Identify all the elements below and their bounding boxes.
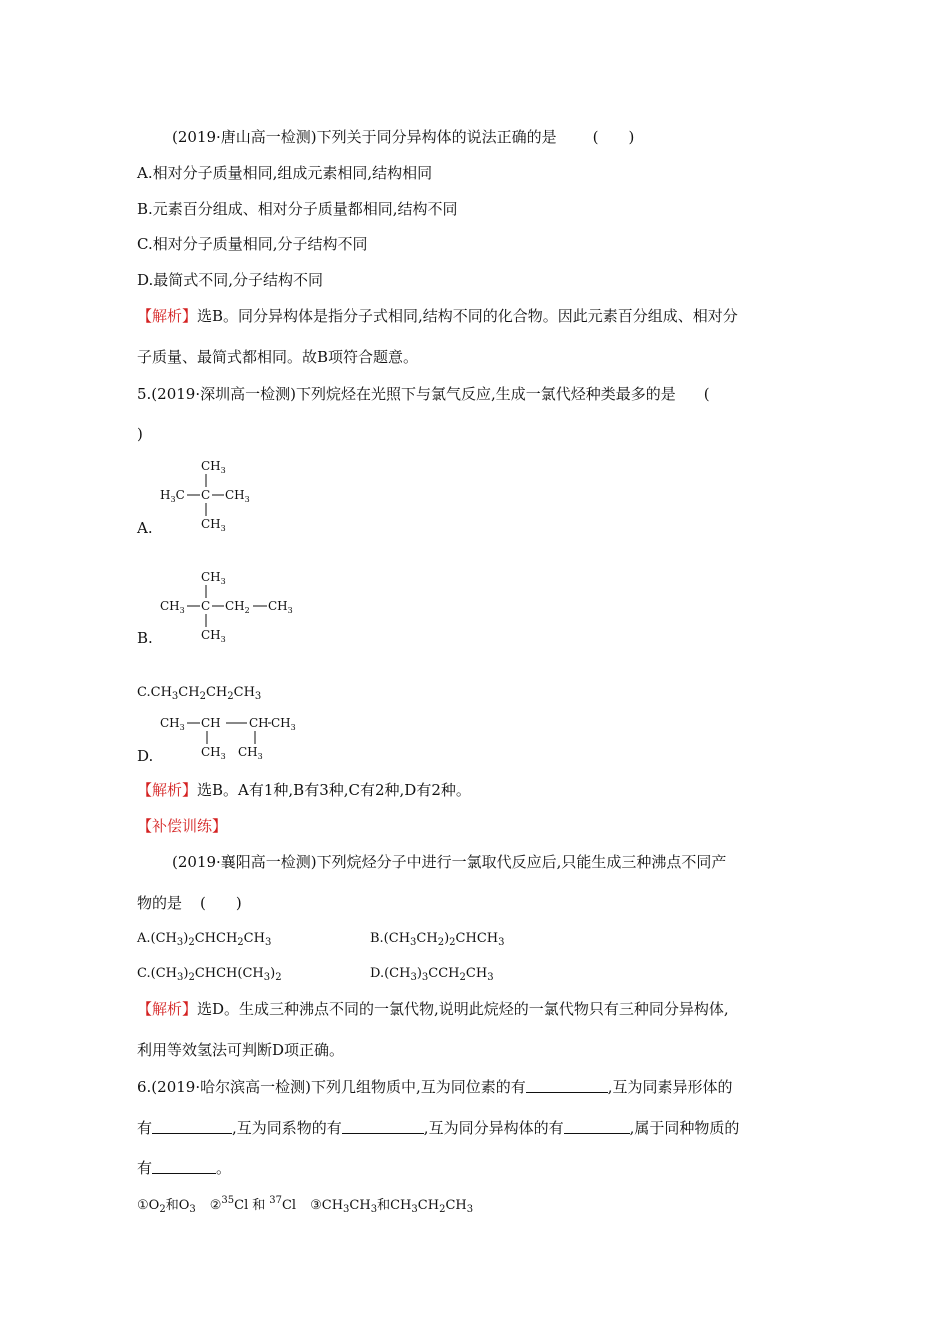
supplement-bracket: ( ) bbox=[200, 894, 242, 912]
q5-analysis bbox=[137, 780, 471, 800]
supplement-stem-line2: 物的是 ( ) bbox=[137, 894, 242, 912]
q5-option-c: $C.CH_3CH_2CH_2CH_3$ bbox=[137, 685, 262, 702]
svg-text:CH3: $CH_3$ bbox=[201, 517, 226, 533]
q6-stem-line2: 有 ,互为同系物的有 ,互为同分异构体的有 ,属于同种物质的 bbox=[137, 1119, 740, 1137]
q5-bracket-open: ( bbox=[703, 385, 710, 403]
answer-blank-isomer[interactable] bbox=[564, 1119, 630, 1134]
svg-text:CH: CH bbox=[249, 716, 269, 730]
svg-text:CH3: $CH_3$ bbox=[160, 599, 185, 615]
svg-text:CH3: $CH_3$ bbox=[225, 488, 250, 504]
q5-option-b-label: B. bbox=[137, 629, 153, 647]
q6-stem-line1: 6.(2019·哈尔滨高一检测)下列几组物质中,互为同位素的有 ,互为同素异形体的 bbox=[137, 1078, 733, 1096]
svg-text:CH: CH bbox=[201, 716, 221, 730]
q4-analysis-line1 bbox=[137, 306, 738, 326]
analysis-tag: 【解析】 bbox=[137, 1000, 198, 1018]
answer-blank-isotope[interactable] bbox=[526, 1078, 608, 1093]
q5-option-d-label: D. bbox=[137, 747, 154, 765]
q4-option-b: B.元素百分组成、相对分子质量都相同,结构不同 bbox=[137, 200, 458, 218]
q4-stem-text: (2019·唐山高一检测)下列关于同分异构体的说法正确的是 bbox=[172, 128, 557, 146]
supplement-analysis-line2: 利用等效氢法可判断D项正确。 bbox=[137, 1041, 345, 1059]
svg-text:CH3: $CH_3$ bbox=[238, 745, 263, 761]
svg-text:CH2: $CH_2$ bbox=[225, 599, 250, 615]
analysis-text: 选D。生成三种沸点不同的一氯代物,说明此烷烃的一氯代物只有三种同分异构体, bbox=[197, 1000, 729, 1018]
q6-items: $①O_2$和$O_3$ ②$^{35}$Cl 和 $^{37}$Cl $③CH_3CH_3$和$CH_3CH_2CH_3$ bbox=[137, 1195, 474, 1215]
svg-text:CH3: $CH_3$ bbox=[201, 570, 226, 586]
analysis-text: 选B。同分异构体是指分子式相同,结构不同的化合物。因此元素百分组成、相对分 bbox=[197, 307, 738, 325]
svg-text:CH3: $CH_3$ bbox=[160, 716, 185, 732]
svg-text:CH3: $CH_3$ bbox=[271, 716, 296, 732]
svg-text:CH3: $CH_3$ bbox=[201, 459, 226, 475]
q6-stem-line3: 有 。 bbox=[137, 1159, 232, 1177]
q5-stem bbox=[137, 384, 710, 404]
svg-text:C: C bbox=[201, 599, 211, 613]
q4-option-d: D.最简式不同,分子结构不同 bbox=[137, 271, 324, 289]
svg-text:CH3: $CH_3$ bbox=[201, 628, 226, 644]
analysis-text: 选B。A有1种,B有3种,C有2种,D有2种。 bbox=[197, 781, 471, 799]
svg-text:H3C: $H_3C$ bbox=[160, 488, 185, 504]
analysis-tag: 【解析】 bbox=[137, 307, 198, 325]
supplement-option-a: $A.(CH_3)_2CHCH_2CH_3$ bbox=[137, 931, 272, 948]
q4-answer-bracket: ( ) bbox=[592, 128, 635, 146]
q4-option-a: A.相对分子质量相同,组成元素相同,结构相同 bbox=[137, 164, 433, 182]
answer-blank-same-substance[interactable] bbox=[152, 1159, 216, 1174]
q5-structure-d bbox=[155, 708, 315, 764]
q5-structure-a bbox=[155, 455, 265, 535]
answer-blank-allotrope[interactable] bbox=[152, 1119, 232, 1134]
q4-stem bbox=[172, 127, 634, 147]
supplement-option-c: $C.(CH_3)_2CHCH(CH_3)_2$ bbox=[137, 966, 282, 983]
q4-option-c: C.相对分子质量相同,分子结构不同 bbox=[137, 235, 368, 253]
q5-bracket-close: ) bbox=[137, 425, 143, 443]
q5-structure-b bbox=[155, 566, 305, 646]
supplement-analysis-line1 bbox=[137, 999, 729, 1019]
supplement-stem-line1: (2019·襄阳高一检测)下列烷烃分子中进行一氯取代反应后,只能生成三种沸点不同产 bbox=[172, 853, 727, 871]
q5-stem-text: 5.(2019·深圳高一检测)下列烷烃在光照下与氯气反应,生成一氯代烃种类最多的是 bbox=[137, 385, 676, 403]
analysis-tag: 【解析】 bbox=[137, 781, 198, 799]
svg-text:C: C bbox=[201, 488, 211, 502]
supplement-option-d: $D.(CH_3)_3CCH_2CH_3$ bbox=[370, 966, 494, 983]
q4-analysis-line2: 子质量、最简式都相同。故B项符合题意。 bbox=[137, 348, 419, 366]
svg-text:CH3: $CH_3$ bbox=[201, 745, 226, 761]
answer-blank-homolog[interactable] bbox=[342, 1119, 424, 1134]
supplement-option-b: $B.(CH_3CH_2)_2CHCH_3$ bbox=[370, 931, 505, 948]
q5-option-a-label: A. bbox=[137, 519, 153, 537]
supplement-tag: 【补偿训练】 bbox=[137, 817, 228, 835]
svg-text:CH3: $CH_3$ bbox=[268, 599, 293, 615]
